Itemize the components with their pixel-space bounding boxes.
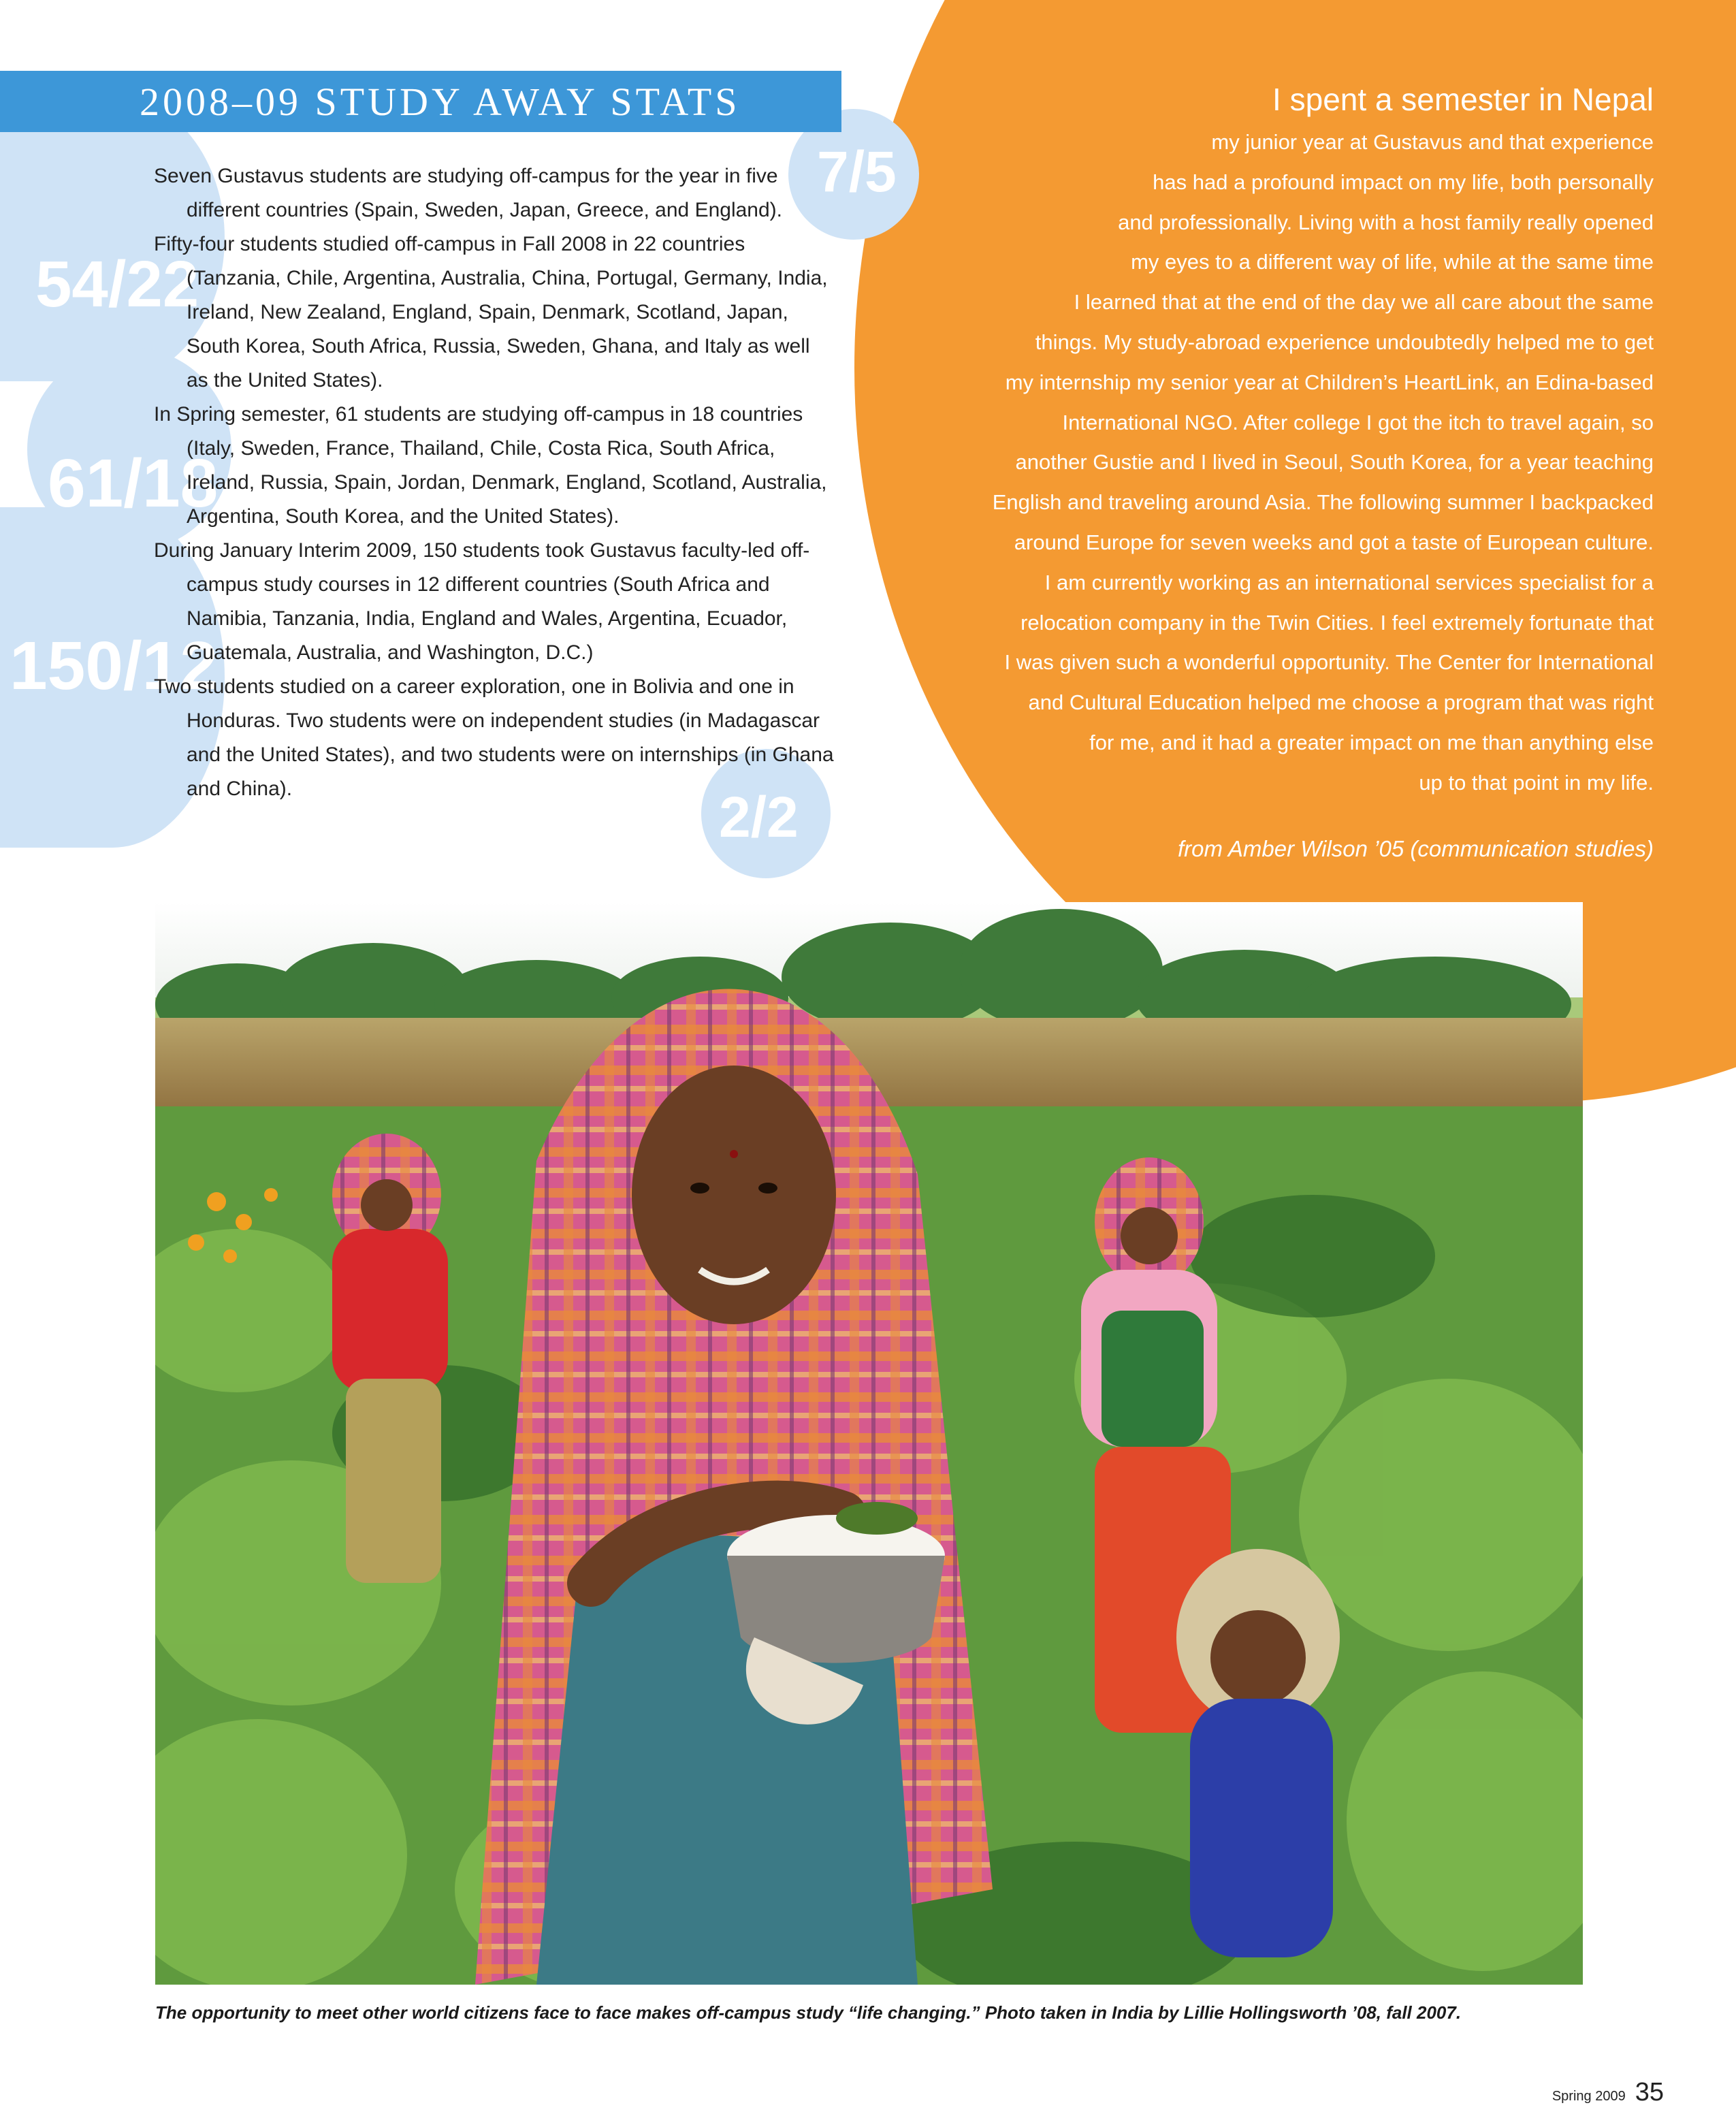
footer-issue: Spring 2009 [1552,2089,1626,2104]
stats-title: 2008–09 STUDY AWAY STATS [140,80,741,124]
stat-circle-label-150-12: 150/12 [10,628,218,704]
stat-item-year: Seven Gustavus students are studying off-campus for the year in five different countries (Spain, Sweden, Japan, Greece, and England). [154,165,782,221]
stat-circle-label-61-18: 61/18 [48,445,219,522]
page-number: 35 [1635,2078,1664,2107]
quote-attribution: from Amber Wilson ’05 (communication studies) [1177,836,1654,861]
quote-body [837,123,1654,803]
quote-line: has had a profound impact on my life, both personally [1153,170,1654,194]
quote-line: up to that point in my life. [1419,770,1654,795]
quote-line: my internship my senior year at Children’s HeartLink, an Edina-based [1005,370,1654,394]
quote-line: I was given such a wonderful opportunity. The Center for International [1004,650,1654,675]
quote-line: International NGO. After college I got the itch to travel again, so [1062,410,1654,434]
quote-line: I learned that at the end of the day we all care about the same [1074,290,1654,315]
quote-line: things. My study-abroad experience undoubtedly helped me to get [1035,330,1654,354]
photo-caption: The opportunity to meet other world citizens face to face makes off-campus study “life changing.” Photo taken in India by Lillie Hollingsworth ’08, fall 2007. [155,2002,1462,2023]
quote-line: and Cultural Education helped me choose a program that was right [1028,690,1654,715]
stat-item-fall: Fifty-four students studied off-campus in Fall 2008 in 22 countries (Tanzania, Chile, Argentina, Australia, China, Portugal, Germany, India, Ireland, New Zealand, England, Spain, Denmark, Scotland, Japan, South Korea, South Africa, Russia, Sweden, Ghana, and Italy as well as the United States). [154,233,828,391]
quote-line: my junior year at Gustavus and that experience [1211,130,1654,154]
quote-lead: I spent a semester in Nepal [1272,82,1654,117]
stat-item-spring: In Spring semester, 61 students are studying off-campus in 18 countries (Italy, Sweden, France, Thailand, Chile, Costa Rica, South Africa, Ireland, Russia, Spain, Jordan, Denmark, England, Scotland, Australia, Argentina, South Korea, and the United States). [154,403,827,528]
stat-item-interim: During January Interim 2009, 150 students took Gustavus faculty-led off-campus study courses in 12 different countries (South Africa and Namibia, Tanzania, India, England and Wales, Argentina, Ecuador, Guatemala, Australia, and Washington, D.C.) [154,539,810,664]
stat-circle-label-54-22: 54/22 [35,248,199,321]
page-footer [1552,2078,1664,2107]
stats-list [154,159,835,806]
stat-circle-label-2-2: 2/2 [719,785,799,849]
quote-line: and professionally. Living with a host family really opened [1118,210,1654,234]
photo-women-in-field [155,902,1583,1985]
quote-line: around Europe for seven weeks and got a taste of European culture. [1014,530,1654,554]
quote-line: relocation company in the Twin Cities. I feel extremely fortunate that [1020,610,1654,635]
quote-line: I am currently working as an international services specialist for a [1044,570,1654,594]
quote-line: for me, and it had a greater impact on me than anything else [1089,730,1654,754]
quote-line: another Gustie and I lived in Seoul, South Korea, for a year teaching [1015,450,1654,475]
stat-circle-label-7-5: 7/5 [817,140,897,204]
quote-line: my eyes to a different way of life, while at the same time [1131,250,1654,274]
stat-item-other: Two students studied on a career exploration, one in Bolivia and one in Honduras. Two students were on independent studies (in Madagascar and the United States), and two students were on internships (in Ghana and China). [154,675,834,800]
quote-line: English and traveling around Asia. The following summer I backpacked [992,490,1654,515]
